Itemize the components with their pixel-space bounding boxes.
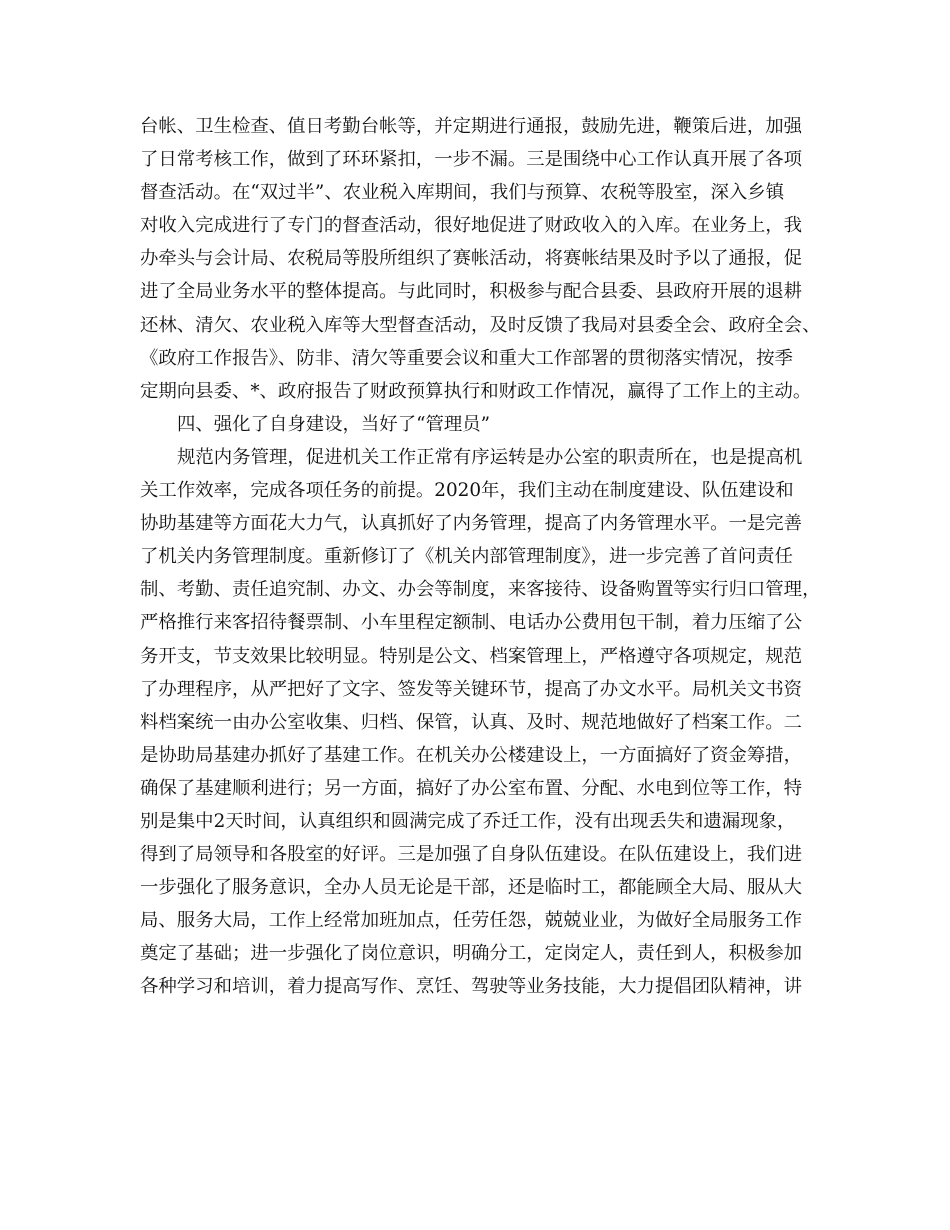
text-line: 奠定了基础；进一步强化了岗位意识，明确分工，定岗定人，责任到人，积极参加 <box>140 943 803 965</box>
text-line: 还林、清欠、农业税入库等大型督查活动，及时反馈了我局对县委全会、政府全会、 <box>140 314 820 336</box>
text-line: 对收入完成进行了专门的督查活动，很好地促进了财政收入的入库。在业务上，我 <box>140 215 803 237</box>
text-line: 了机关内务管理制度。重新修订了《机关内部管理制度》，进一步完善了首问责任 <box>140 546 793 568</box>
text-line: 进了全局业务水平的整体提高。与此同时，积极参与配合县委、县政府开展的退耕 <box>140 281 803 303</box>
text-line: 制、考勤、责任追究制、办文、办会等制度，来客接待、设备购置等实行归口管理， <box>140 579 820 601</box>
text-line: 了日常考核工作，做到了环环紧扣，一步不漏。三是围绕中心工作认真开展了各项 <box>140 149 803 171</box>
section-heading: 四、强化了自身建设，当好了“管理员” <box>177 413 491 435</box>
text-line: 台帐、卫生检查、值日考勤台帐等，并定期进行通报，鼓励先进，鞭策后进，加强 <box>140 116 803 137</box>
text-line: 督查活动。在“双过半”、农业税入库期间，我们与预算、农税等股室，深入乡镇 <box>140 182 785 204</box>
text-line: 别是集中2天时间，认真组织和圆满完成了乔迁工作，没有出现丢失和遗漏现象， <box>140 810 796 832</box>
text-line: 办牵头与会计局、农税局等股所组织了赛帐活动，将赛帐结果及时予以了通报，促 <box>140 248 803 270</box>
text-line: 协助基建等方面花大力气，认真抓好了内务管理，提高了内务管理水平。一是完善 <box>140 513 803 535</box>
text-line: 关工作效率，完成各项任务的前提。2020年，我们主动在制度建设、队伍建设和 <box>140 480 794 502</box>
text-line: 确保了基建顺利进行；另一方面，搞好了办公室布置、分配、水电到位等工作，特 <box>140 777 803 799</box>
body-text <box>140 110 820 1004</box>
paragraph-first-line: 规范内务管理，促进机关工作正常有序运转是办公室的职责所在，也是提高机 <box>177 446 803 468</box>
text-line: 一步强化了服务意识，全办人员无论是干部，还是临时工，都能顾全大局、服从大 <box>140 877 803 899</box>
text-line: 务开支，节支效果比较明显。特别是公文、档案管理上，严格遵守各项规定，规范 <box>140 645 803 667</box>
text-line: 是协助局基建办抓好了基建工作。在机关办公楼建设上，一方面搞好了资金筹措， <box>140 744 803 766</box>
text-line: 料档案统一由办公室收集、归档、保管，认真、及时、规范地做好了档案工作。二 <box>140 711 803 733</box>
text-line: 严格推行来客招待餐票制、小车里程定额制、电话办公费用包干制，着力压缩了公 <box>140 612 803 634</box>
text-line: 局、服务大局，工作上经常加班加点，任劳任怨，兢兢业业，为做好全局服务工作 <box>140 910 803 932</box>
text-line: 各种学习和培训，着力提高写作、烹饪、驾驶等业务技能，大力提倡团队精神，讲 <box>140 976 803 998</box>
text-line: 了办理程序，从严把好了文字、签发等关键环节，提高了办文水平。局机关文书资 <box>140 678 803 700</box>
text-line: 《政府工作报告》、防非、清欠等重要会议和重大工作部署的贯彻落实情况，按季 <box>140 347 793 369</box>
text-line: 得到了局领导和各股室的好评。三是加强了自身队伍建设。在队伍建设上，我们进 <box>140 844 803 866</box>
text-line: 定期向县委、*、政府报告了财政预算执行和财政工作情况，赢得了工作上的主动。 <box>140 380 812 402</box>
